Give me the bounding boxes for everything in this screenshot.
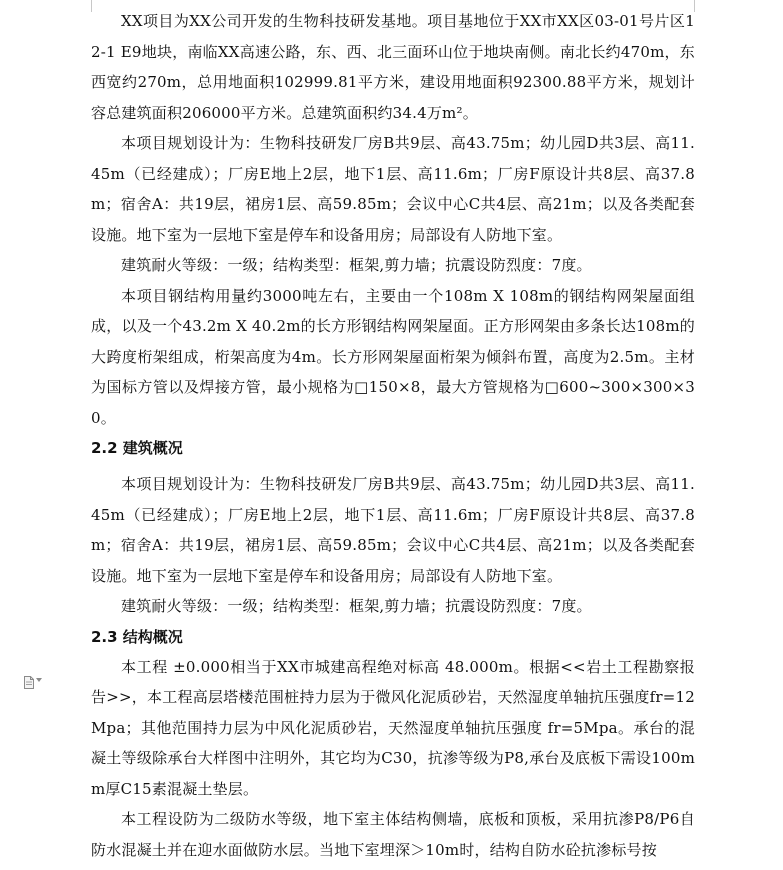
paragraph-planning-design: 本项目规划设计为：生物科技研发厂房B共9层、高43.75m；幼儿园D共3层、高11.45m（已经建成）；厂房E地上2层，地下1层、高11.6m；厂房F原设计共8层、高37.8m；宿舍A：共19层，裙房1层、高59.85m；会议中心C共4层、高21m；以及各类配套设施。地下室为一层地下室是停车和设备用房；局部设有人防地下室。 <box>91 134 695 244</box>
paragraph-structure-elevation: 本工程 ±0.000相当于XX市城建高程绝对标高 48.000m。根据<<岩土工程勘察报告>>，本工程高层塔楼范围桩持力层为于微风化泥质砂岩，天然湿度单轴抗压强度fr=12Mpa；其他范围持力层为中风化泥质砂岩，天然湿度单轴抗压强度 fr=5Mpa。承台的混凝土等级除承台大样图中注明外，其它均为C30，抗渗等级为P8,承台及底板下需设100mm厚C15素混凝土垫层。 <box>91 657 695 798</box>
document-sheet-icon <box>24 674 34 687</box>
section-heading-building-overview: 2.2 建筑概况 <box>91 439 183 457</box>
paragraph-steel-structure: 本项目钢结构用量约3000吨左右，主要由一个108m X 108m的钢结构网架屋面组成，以及一个43.2m X 40.2m的长方形钢结构网架屋面。正方形网架由多条长达108m的大跨度桁架组成，桁架高度为4m。长方形网架屋面桁架为倾斜布置，高度为2.5m。主材为国标方管以及焊接方管，最小规格为□150×8，最大方管规格为□600~300×300×30。 <box>91 286 695 427</box>
section-heading-structure-overview: 2.3 结构概况 <box>91 627 183 646</box>
paragraph-fire-rating: 建筑耐火等级：一级；结构类型：框架,剪力墙；抗震设防烈度：7度。 <box>121 256 592 274</box>
document-body[interactable] <box>91 6 695 865</box>
paragraph-building-fire-rating: 建筑耐火等级：一级；结构类型：框架,剪力墙；抗震设防烈度：7度。 <box>121 597 592 615</box>
paragraph-building-planning: 本项目规划设计为：生物科技研发厂房B共9层、高43.75m；幼儿园D共3层、高11.45m（已经建成）；厂房E地上2层，地下1层、高11.6m；厂房F原设计共8层、高37.8m；宿舍A：共19层，裙房1层、高59.85m；会议中心C共4层、高21m；以及各类配套设施。地下室为一层地下室是停车和设备用房；局部设有人防地下室。 <box>91 475 695 585</box>
paragraph-waterproofing: 本工程设防为二级防水等级，地下室主体结构侧墙，底板和顶板，采用抗渗P8/P6自防水混凝土并在迎水面做防水层。当地下室埋深＞10m时，结构自防水砼抗渗标号按 <box>91 810 695 859</box>
chevron-down-icon <box>36 678 42 682</box>
paragraph-project-overview: XX项目为XX公司开发的生物科技研发基地。项目基地位于XX市XX区03-01号片区12-1 E9地块，南临XX高速公路，东、西、北三面环山位于地块南侧。南北长约470m，东西宽约270m，总用地面积102999.81平方米，建设用地面积92300.88平方米，规划计容总建筑面积206000平方米。总建筑面积约34.4万m²。 <box>91 12 695 122</box>
paste-options-icon[interactable] <box>24 673 46 687</box>
